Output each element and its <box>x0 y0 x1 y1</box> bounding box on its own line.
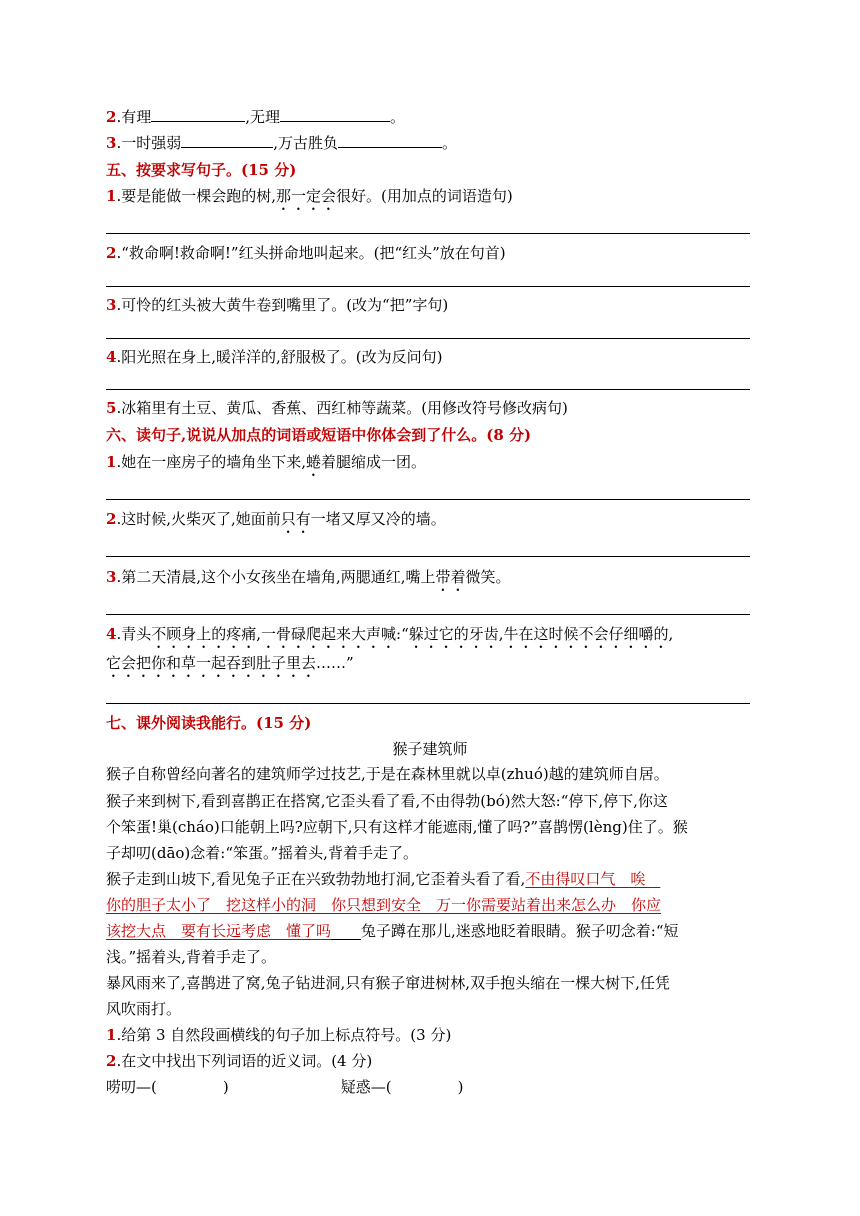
s5-q4: 4.阳光照在身上,暖洋洋的,舒服极了。(改为反问句) <box>106 348 443 366</box>
s5-q2: 2.“救命啊!救命啊!”红头拼命地叫起来。(把“红头”放在句首) <box>106 244 506 262</box>
synonym-row: 唠叨—( ) 疑惑—( ) <box>106 1078 464 1096</box>
passage-p4-l1: 暴风雨来了,喜鹊进了窝,兔子钻进洞,只有猴子窜进树林,双手抱头缩在一棵大树下,任凭 <box>106 974 670 992</box>
answer-blank[interactable] <box>151 107 245 122</box>
passage-p4-l2: 风吹雨打。 <box>106 1000 182 1018</box>
s5-q1: 1.要是能做一棵会跑的树,那一定会很好。(用加点的词语造句) <box>106 187 513 205</box>
s6-q2: 2.这时候,火柴灭了,她面前只有一堵又厚又冷的墙。 <box>106 510 446 528</box>
answer-line[interactable] <box>106 499 750 500</box>
s7-q2: 2.在文中找出下列词语的近义词。(4 分) <box>106 1052 373 1070</box>
answer-line[interactable] <box>106 338 750 339</box>
passage-title: 猴子建筑师 <box>392 740 468 758</box>
s4-q2: 2.有理 ,无理 。 <box>106 108 406 126</box>
section-5-heading: 五、按要求写句子。(15 分) <box>106 161 297 179</box>
s4-q3: 3.一时强弱 ,万古胜负 。 <box>106 134 458 152</box>
s6-q3: 3.第二天清晨,这个小女孩坐在墙角,两腮通红,嘴上带着微笑。 <box>106 568 511 586</box>
passage-p3-l2: 你的胆子太小了 挖这样小的洞 你只想到安全 万一你需要站着出来怎么办 你应 <box>106 896 662 914</box>
answer-line[interactable] <box>106 556 750 557</box>
answer-line[interactable] <box>106 703 750 704</box>
passage-p2-l2: 个笨蛋!巢(cháo)口能朝上吗?应朝下,只有这样才能遮雨,懂了吗?”喜鹊愣(lèng)住了。猴 <box>106 818 688 836</box>
s6-q1: 1.她在一座房子的墙角坐下来,蜷着腿缩成一团。 <box>106 453 427 471</box>
answer-blank[interactable] <box>338 133 442 148</box>
s7-q1: 1.给第 3 自然段画横线的句子加上标点符号。(3 分) <box>106 1026 452 1044</box>
answer-line[interactable] <box>106 233 750 234</box>
passage-p2-l3: 子却叨(dāo)念着:“笨蛋。”摇着头,背着手走了。 <box>106 844 418 862</box>
s5-q5: 5.冰箱里有土豆、黄瓜、香蕉、西红柿等蔬菜。(用修改符号修改病句) <box>106 399 568 417</box>
answer-blank[interactable] <box>280 107 390 122</box>
passage-p1: 猴子自称曾经向著名的建筑师学过技艺,于是在森林里就以卓(zhuó)越的建筑师自居。 <box>106 765 669 783</box>
section-6-heading: 六、读句子,说说从加点的词语或短语中你体会到了什么。(8 分) <box>106 426 532 444</box>
s5-q3: 3.可怜的红头被大黄牛卷到嘴里了。(改为“把”字句) <box>106 296 449 314</box>
passage-p2-l1: 猴子来到树下,看到喜鹊正在搭窝,它歪头看了看,不由得勃(bó)然大怒:“停下,停下,你这 <box>106 792 668 810</box>
answer-blank[interactable] <box>181 133 273 148</box>
s6-q4-line2: 它会把你和草一起吞到肚子里去……” <box>106 654 354 672</box>
answer-line[interactable] <box>106 286 750 287</box>
passage-p3-l4: 浅。”摇着头,背着手走了。 <box>106 948 276 966</box>
section-7-heading: 七、课外阅读我能行。(15 分) <box>106 714 312 732</box>
passage-p3-l3: 该挖大点 要有长远考虑 懂了吗 兔子蹲在那儿,迷惑地眨着眼睛。猴子叨念着:“短 <box>106 922 679 940</box>
passage-p3-l1: 猴子走到山坡下,看见兔子正在兴致勃勃地打洞,它歪着头看了看,不由得叹口气 唉 <box>106 870 661 888</box>
s6-q4-line1: 4.青头不顾身上的疼痛,一骨碌爬起来大声喊:“躲过它的牙齿,牛在这时候不会仔细嚼的, <box>106 625 674 643</box>
answer-line[interactable] <box>106 389 750 390</box>
answer-line[interactable] <box>106 614 750 615</box>
